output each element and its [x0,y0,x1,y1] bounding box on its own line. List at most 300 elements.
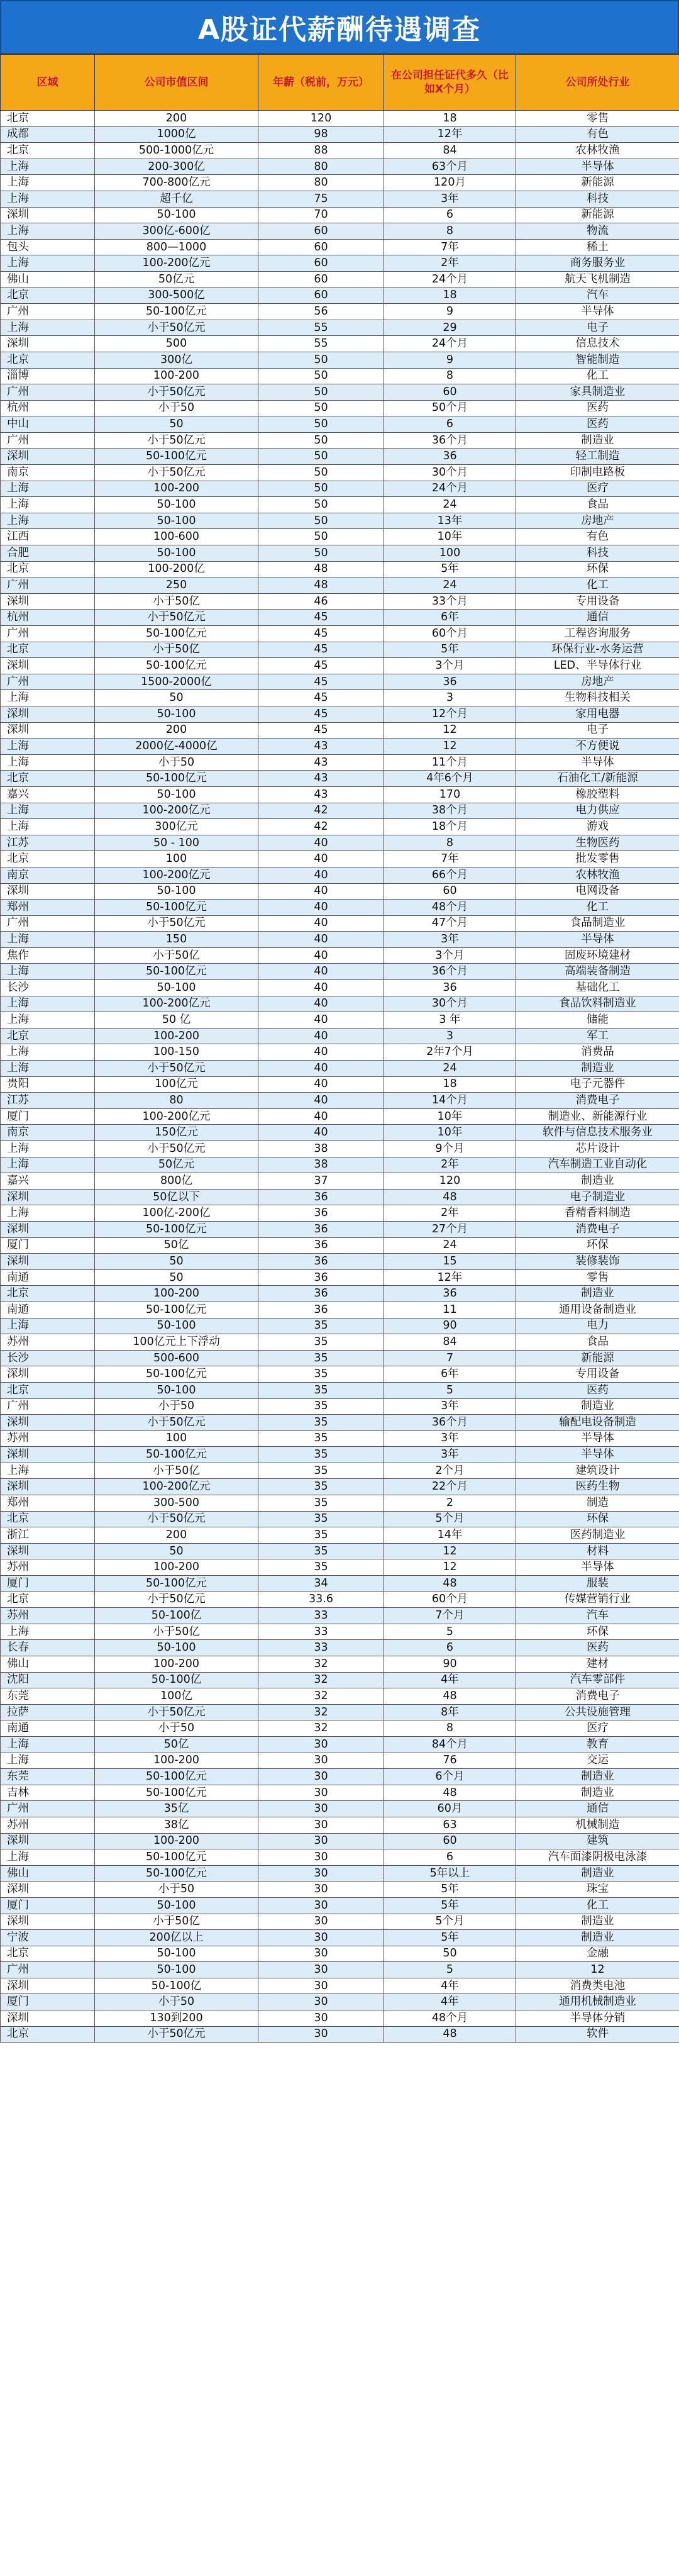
cell-industry: 石油化工/新能源 [516,771,679,787]
cell-region: 北京 [1,1592,95,1608]
cell-region: 深圳 [1,1254,95,1270]
cell-region: 上海 [1,690,95,706]
cell-market-cap: 50 [95,1254,258,1270]
cell-tenure: 12 [384,739,516,755]
cell-industry: 食品 [516,497,679,513]
table-row [1,996,679,1012]
cell-annual-salary: 35 [258,1398,384,1415]
table-row [1,320,679,336]
cell-annual-salary: 33 [258,1608,384,1624]
cell-industry: 电网设备 [516,883,679,900]
cell-industry: 有色 [516,529,679,545]
cell-tenure: 5年 [384,642,516,658]
table-row [1,706,679,722]
cell-region: 深圳 [1,1882,95,1898]
cell-tenure: 3年 [384,1430,516,1447]
cell-annual-salary: 40 [258,1061,384,1077]
cell-market-cap: 50 [95,1543,258,1559]
cell-annual-salary: 38 [258,1157,384,1173]
cell-tenure: 120 [384,1173,516,1190]
cell-tenure: 24个月 [384,271,516,287]
cell-industry: 消费电子 [516,1221,679,1237]
cell-region: 苏州 [1,1430,95,1447]
cell-market-cap: 50-100 [95,1640,258,1656]
cell-market-cap: 100 [95,851,258,867]
cell-industry: 电力 [516,1318,679,1334]
cell-annual-salary: 30 [258,1914,384,1930]
cell-market-cap: 50 [95,690,258,706]
cell-tenure: 60月 [384,1801,516,1817]
cell-market-cap: 300亿-600亿 [95,223,258,240]
cell-industry: 环保 [516,561,679,577]
cell-industry: 生物科技相关 [516,690,679,706]
cell-industry: 制造业 [516,1785,679,1801]
cell-region: 合肥 [1,545,95,562]
cell-market-cap: 小于50亿 [95,593,258,610]
cell-region: 深圳 [1,2010,95,2027]
cell-tenure: 5 [384,1962,516,1978]
cell-industry: 基础化工 [516,980,679,996]
cell-region: 上海 [1,932,95,948]
cell-region: 广州 [1,1962,95,1978]
table-row [1,1543,679,1559]
cell-annual-salary: 35 [258,1511,384,1527]
cell-annual-salary: 30 [258,1849,384,1866]
cell-industry: 装修装饰 [516,1254,679,1270]
cell-region: 深圳 [1,1543,95,1559]
cell-region: 深圳 [1,1978,95,1994]
table-row [1,786,679,803]
cell-market-cap: 50-100 [95,207,258,223]
cell-tenure: 8 [384,223,516,240]
cell-tenure: 48个月 [384,2010,516,2027]
table-row [1,481,679,497]
cell-tenure: 5个月 [384,1914,516,1930]
cell-market-cap: 50亿元 [95,1157,258,1173]
cell-tenure: 60个月 [384,1592,516,1608]
cell-region: 苏州 [1,1559,95,1576]
cell-region: 上海 [1,1849,95,1866]
cell-market-cap: 100亿 [95,1688,258,1705]
cell-annual-salary: 43 [258,739,384,755]
cell-market-cap: 50-100亿元 [95,1769,258,1785]
cell-industry: 生物医药 [516,835,679,851]
cell-industry: 半导体 [516,1559,679,1576]
cell-market-cap: 200 [95,111,258,127]
cell-tenure: 84 [384,143,516,159]
cell-market-cap: 100-200亿元 [95,996,258,1012]
cell-market-cap: 小于50亿元 [95,1141,258,1157]
table-row [1,1044,679,1061]
cell-annual-salary: 55 [258,336,384,352]
cell-tenure: 5年 [384,1930,516,1946]
cell-annual-salary: 36 [258,1221,384,1237]
cell-industry: 半导体 [516,159,679,175]
cell-industry: 制造业 [516,1930,679,1946]
cell-annual-salary: 40 [258,851,384,867]
cell-market-cap: 50-100亿元 [95,658,258,674]
cell-industry: 机械制造 [516,1817,679,1833]
cell-industry: 制造业 [516,1286,679,1302]
cell-market-cap: 700-800亿元 [95,175,258,191]
table-row [1,1640,679,1656]
cell-region: 佛山 [1,1656,95,1673]
cell-region: 佛山 [1,271,95,287]
cell-market-cap: 小于50 [95,400,258,416]
cell-industry: 家用电器 [516,706,679,722]
cell-tenure: 24 [384,1237,516,1254]
cell-annual-salary: 50 [258,497,384,513]
cell-tenure: 12 [384,722,516,739]
cell-region: 广州 [1,432,95,449]
table-row [1,143,679,159]
cell-market-cap: 50-100亿元 [95,1849,258,1866]
cell-industry: 公共设施管理 [516,1704,679,1720]
cell-annual-salary: 70 [258,207,384,223]
cell-industry: 智能制造 [516,352,679,368]
table-row [1,1994,679,2010]
cell-annual-salary: 32 [258,1672,384,1688]
cell-annual-salary: 50 [258,481,384,497]
table-row [1,561,679,577]
table-row [1,1785,679,1801]
cell-industry: 物流 [516,223,679,240]
cell-annual-salary: 35 [258,1350,384,1366]
cell-region: 北京 [1,642,95,658]
cell-industry: 橡胶塑料 [516,786,679,803]
cell-tenure: 8 [384,368,516,384]
table-row [1,1028,679,1044]
cell-market-cap: 100亿-200亿 [95,1205,258,1222]
cell-tenure: 12年 [384,126,516,143]
table-row [1,980,679,996]
cell-region: 南京 [1,465,95,481]
cell-tenure: 60 [384,384,516,401]
cell-industry: 不方便说 [516,739,679,755]
table-row [1,1415,679,1431]
cell-region: 杭州 [1,400,95,416]
cell-annual-salary: 30 [258,1930,384,1946]
header-tenure: 在公司担任证代多久（比如X个月） [384,55,516,111]
cell-tenure: 48 [384,1785,516,1801]
cell-industry: 环保行业-水务运营 [516,642,679,658]
cell-industry: 通信 [516,610,679,626]
cell-industry: 化工 [516,900,679,916]
cell-region: 深圳 [1,336,95,352]
cell-industry: 半导体分销 [516,2010,679,2027]
cell-tenure: 24 [384,497,516,513]
cell-market-cap: 250 [95,577,258,594]
table-row [1,1527,679,1544]
cell-market-cap: 100-200 [95,1753,258,1769]
cell-annual-salary: 35 [258,1366,384,1383]
cell-industry: 12 [516,1962,679,1978]
table-row [1,819,679,835]
table-row [1,304,679,320]
cell-tenure: 76 [384,1753,516,1769]
cell-industry: 新能源 [516,1350,679,1366]
cell-market-cap: 300亿 [95,352,258,368]
cell-industry: 零售 [516,1269,679,1286]
table-row [1,658,679,674]
table-row [1,610,679,626]
cell-industry: 食品 [516,1334,679,1351]
cell-region: 上海 [1,754,95,771]
cell-tenure: 63个月 [384,159,516,175]
cell-tenure: 2年 [384,1205,516,1222]
cell-region: 上海 [1,1318,95,1334]
cell-region: 深圳 [1,1447,95,1463]
cell-region: 上海 [1,223,95,240]
table-row [1,803,679,819]
cell-region: 贵阳 [1,1076,95,1093]
cell-tenure: 12年 [384,1269,516,1286]
cell-annual-salary: 36 [258,1237,384,1254]
cell-tenure: 3年 [384,932,516,948]
cell-tenure: 18 [384,287,516,304]
cell-annual-salary: 30 [258,1817,384,1833]
cell-region: 上海 [1,819,95,835]
cell-annual-salary: 30 [258,1865,384,1882]
cell-annual-salary: 55 [258,320,384,336]
table-row [1,465,679,481]
cell-tenure: 5年 [384,561,516,577]
cell-market-cap: 小于50亿 [95,642,258,658]
cell-industry: 轻工制造 [516,449,679,465]
cell-industry: 珠宝 [516,1882,679,1898]
cell-tenure: 2年7个月 [384,1044,516,1061]
cell-market-cap: 38亿 [95,1817,258,1833]
cell-market-cap: 200-300亿 [95,159,258,175]
cell-market-cap: 100-200 [95,1559,258,1576]
cell-tenure: 170 [384,786,516,803]
cell-industry: 建筑 [516,1833,679,1849]
table-row [1,2010,679,2027]
cell-tenure: 33个月 [384,593,516,610]
cell-region: 吉林 [1,1785,95,1801]
table-row [1,1286,679,1302]
cell-region: 杭州 [1,610,95,626]
cell-tenure: 5个月 [384,1511,516,1527]
cell-annual-salary: 30 [258,1785,384,1801]
cell-annual-salary: 42 [258,819,384,835]
table-row [1,1897,679,1914]
cell-tenure: 13年 [384,513,516,529]
cell-annual-salary: 60 [258,287,384,304]
table-row [1,239,679,255]
cell-industry: 汽车 [516,287,679,304]
cell-annual-salary: 50 [258,465,384,481]
cell-annual-salary: 32 [258,1720,384,1737]
table-row [1,1833,679,1849]
cell-region: 深圳 [1,1366,95,1383]
cell-region: 上海 [1,513,95,529]
table-row [1,1576,679,1592]
cell-region: 上海 [1,996,95,1012]
cell-region: 上海 [1,1141,95,1157]
table-row [1,368,679,384]
cell-market-cap: 50-100 [95,883,258,900]
cell-region: 深圳 [1,1189,95,1205]
cell-market-cap: 小于50亿元 [95,465,258,481]
cell-annual-salary: 32 [258,1688,384,1705]
table-row [1,1914,679,1930]
cell-market-cap: 小于50亿 [95,947,258,964]
cell-annual-salary: 45 [258,626,384,642]
table-row [1,529,679,545]
cell-region: 包头 [1,239,95,255]
table-row [1,1398,679,1415]
cell-tenure: 27个月 [384,1221,516,1237]
cell-annual-salary: 75 [258,191,384,207]
cell-market-cap: 50-100 [95,513,258,529]
table-row [1,1430,679,1447]
cell-tenure: 50 [384,1946,516,1962]
cell-tenure: 2个月 [384,1463,516,1479]
cell-industry: 半导体 [516,1447,679,1463]
cell-annual-salary: 50 [258,513,384,529]
table-row [1,1801,679,1817]
cell-industry: 半导体 [516,932,679,948]
cell-market-cap: 超千亿 [95,191,258,207]
cell-region: 广州 [1,674,95,690]
table-row [1,1237,679,1254]
cell-region: 南通 [1,1720,95,1737]
cell-industry: LED、半导体行业 [516,658,679,674]
cell-region: 南京 [1,867,95,883]
cell-market-cap: 小于50亿 [95,1624,258,1640]
table-row [1,1061,679,1077]
table-row [1,1447,679,1463]
cell-tenure: 2年 [384,1157,516,1173]
cell-market-cap: 小于50亿元 [95,915,258,932]
cell-tenure: 5年 [384,1882,516,1898]
cell-region: 长春 [1,1640,95,1656]
table-row [1,126,679,143]
table-row [1,1672,679,1688]
cell-industry: 制造业 [516,1173,679,1190]
cell-annual-salary: 30 [258,1962,384,1978]
cell-tenure: 6 [384,1849,516,1866]
cell-market-cap: 50-100 [95,980,258,996]
cell-market-cap: 100 [95,1430,258,1447]
cell-region: 广州 [1,915,95,932]
cell-annual-salary: 40 [258,947,384,964]
cell-tenure: 36 [384,674,516,690]
table-row [1,513,679,529]
cell-annual-salary: 35 [258,1463,384,1479]
table-row [1,1141,679,1157]
cell-tenure: 30个月 [384,996,516,1012]
cell-annual-salary: 30 [258,1833,384,1849]
cell-region: 上海 [1,159,95,175]
cell-market-cap: 50 - 100 [95,835,258,851]
cell-industry: 制造 [516,1495,679,1512]
cell-region: 深圳 [1,1833,95,1849]
cell-market-cap: 50 [95,1269,258,1286]
cell-market-cap: 50-100亿元 [95,1865,258,1882]
table-row [1,1559,679,1576]
cell-tenure: 36个月 [384,964,516,980]
cell-annual-salary: 35 [258,1543,384,1559]
cell-industry: 软件 [516,2026,679,2043]
page-title: A股证代薪酬待遇调查 [197,14,482,46]
cell-tenure: 2 [384,1495,516,1512]
cell-tenure: 2年 [384,255,516,272]
cell-market-cap: 50-100亿元 [95,771,258,787]
cell-tenure: 9 [384,352,516,368]
cell-region: 上海 [1,175,95,191]
cell-industry: 储能 [516,1012,679,1029]
salary-table [0,54,679,2043]
cell-tenure: 6年 [384,1366,516,1383]
cell-annual-salary: 43 [258,786,384,803]
cell-market-cap: 50-100亿 [95,1608,258,1624]
cell-region: 江西 [1,529,95,545]
cell-industry: 香精香料制造 [516,1205,679,1222]
cell-region: 深圳 [1,1914,95,1930]
cell-tenure: 84个月 [384,1736,516,1753]
cell-market-cap: 小于50亿元 [95,1704,258,1720]
table-row [1,400,679,416]
cell-tenure: 10年 [384,1125,516,1141]
cell-region: 北京 [1,561,95,577]
cell-region: 上海 [1,255,95,272]
cell-market-cap: 800亿 [95,1173,258,1190]
cell-tenure: 60个月 [384,626,516,642]
cell-region: 嘉兴 [1,1173,95,1190]
cell-market-cap: 小于50 [95,1720,258,1737]
header-row [1,55,679,111]
cell-industry: 游戏 [516,819,679,835]
cell-industry: 医疗 [516,1720,679,1737]
cell-tenure: 8年 [384,1704,516,1720]
cell-market-cap: 50-100亿元 [95,1576,258,1592]
cell-industry: 消费类电池 [516,1978,679,1994]
cell-region: 浙江 [1,1527,95,1544]
cell-annual-salary: 50 [258,529,384,545]
cell-tenure: 48 [384,2026,516,2043]
cell-industry: 环保 [516,1237,679,1254]
cell-industry: 军工 [516,1028,679,1044]
cell-industry: 电子 [516,320,679,336]
cell-industry: 教育 [516,1736,679,1753]
cell-tenure: 29 [384,320,516,336]
cell-market-cap: 50-100亿元 [95,964,258,980]
cell-annual-salary: 30 [258,2010,384,2027]
table-row [1,900,679,916]
cell-market-cap: 50-100亿元 [95,1221,258,1237]
cell-annual-salary: 36 [258,1205,384,1222]
cell-market-cap: 500-600 [95,1350,258,1366]
cell-industry: 材料 [516,1543,679,1559]
cell-market-cap: 小于50亿元 [95,432,258,449]
cell-industry: 汽车零部件 [516,1672,679,1688]
cell-industry: 化工 [516,577,679,594]
table-row [1,352,679,368]
table-row [1,1704,679,1720]
cell-industry: 消费品 [516,1044,679,1061]
cell-market-cap: 50亿 [95,1736,258,1753]
cell-industry: 金融 [516,1946,679,1962]
cell-region: 北京 [1,1382,95,1398]
cell-annual-salary: 36 [258,1269,384,1286]
cell-industry: 制造业 [516,1914,679,1930]
cell-industry: 交运 [516,1753,679,1769]
cell-market-cap: 50-100 [95,786,258,803]
cell-annual-salary: 80 [258,159,384,175]
cell-annual-salary: 40 [258,1108,384,1125]
